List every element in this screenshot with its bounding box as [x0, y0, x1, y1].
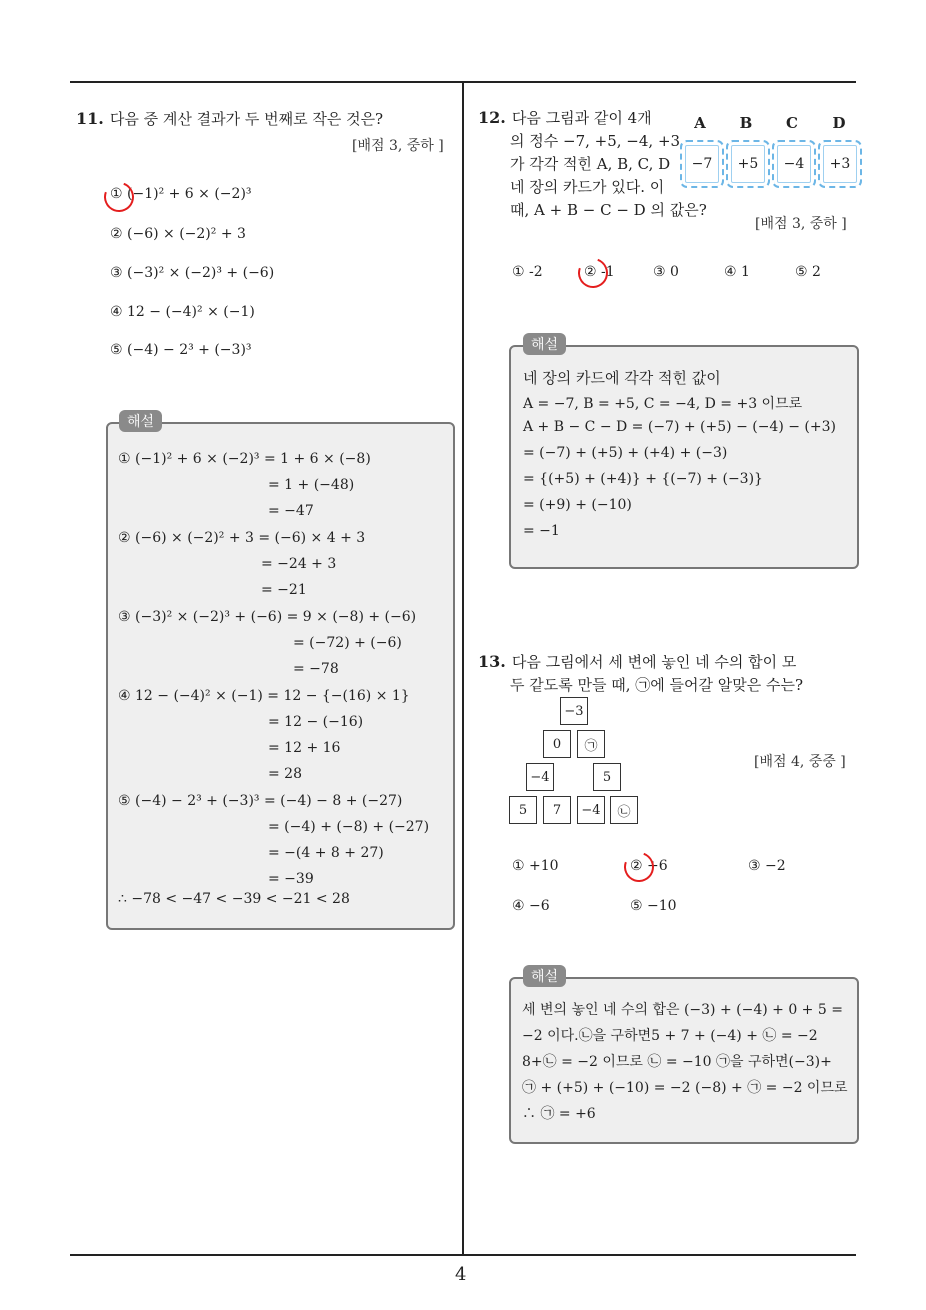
q13-meta: [배점 4, 중중 ] — [754, 754, 846, 770]
card-label-a: A — [694, 114, 706, 132]
q11-option-2[interactable]: ② (−6) × (−2)² + 3 — [110, 226, 246, 242]
q12-sol-line: 네 장의 카드에 각각 적힌 값이 — [523, 369, 721, 387]
q12-option-5[interactable]: ⑤ 2 — [795, 264, 821, 280]
q11-sol-line: ⑤ (−4) − 2³ + (−3)³ = (−4) − 8 + (−27) — [118, 793, 403, 809]
page-number: 4 — [455, 1264, 467, 1285]
q11-sol-line: ④ 12 − (−4)² × (−1) = 12 − {−(16) × 1} — [118, 688, 410, 704]
q12-question-line: 다음 그림과 같이 4개 — [511, 109, 652, 127]
q12-answer-mark — [573, 253, 613, 293]
q11-question: 다음 중 계산 결과가 두 번째로 작은 것은? — [109, 110, 384, 128]
q12-question-line: 가 각각 적힌 A, B, C, D — [510, 155, 671, 173]
triangle-left-3: −4 — [526, 763, 554, 791]
q12-sol-line: = (+9) + (−10) — [523, 497, 632, 513]
q11-sol-line: = −(4 + 8 + 27) — [268, 845, 384, 861]
triangle-bottom-4: ㉡ — [610, 796, 638, 824]
q11-number: 11. — [76, 109, 104, 128]
q12-number: 12. — [478, 108, 506, 127]
q11-option-4[interactable]: ④ 12 − (−4)² × (−1) — [110, 304, 255, 320]
q13-option-1[interactable]: ① +10 — [512, 858, 559, 874]
q11-sol-line: ③ (−3)² × (−2)³ + (−6) = 9 × (−8) + (−6) — [118, 609, 417, 625]
q11-sol-line: = −47 — [268, 503, 314, 519]
triangle-left-2: 0 — [543, 730, 571, 758]
q11-title — [76, 108, 383, 130]
triangle-bottom-1: 5 — [509, 796, 537, 824]
q11-sol-line: ① (−1)² + 6 × (−2)³ = 1 + 6 × (−8) — [118, 451, 371, 467]
q11-option-3[interactable]: ③ (−3)² × (−2)³ + (−6) — [110, 265, 275, 281]
q12-sol-line: = (−7) + (+5) + (+4) + (−3) — [523, 445, 728, 461]
q13-option-2[interactable]: ② +6 — [630, 858, 668, 874]
card-d: +3 — [818, 140, 862, 188]
q13-sol-line: ㉠ + (+5) + (−10) = −2 (−8) + ㉠ = −2 이므로 — [522, 1080, 848, 1096]
q11-option-5[interactable]: ⑤ (−4) − 2³ + (−3)³ — [110, 342, 252, 358]
q12-sol-line: A = −7, B = +5, C = −4, D = +3 이므로 — [523, 396, 803, 412]
q13-answer-mark — [619, 847, 659, 887]
q13-question-line: 다음 그림에서 세 변에 놓인 네 수의 합이 모 — [511, 653, 797, 671]
q11-sol-line: = −78 — [293, 661, 339, 677]
q12-solution-tag: 해설 — [523, 333, 566, 355]
card-b: +5 — [726, 140, 770, 188]
q12-sol-line: = {(+5) + (+4)} + {(−7) + (−3)} — [523, 471, 763, 487]
q13-option-3[interactable]: ③ −2 — [748, 858, 786, 874]
q12-question-line: 때, A + B − C − D 의 값은? — [510, 201, 707, 219]
q12-meta: [배점 3, 중하 ] — [755, 216, 847, 232]
q11-solution-tag: 해설 — [119, 410, 162, 432]
card-label-c: C — [786, 114, 798, 132]
triangle-bottom-3: −4 — [577, 796, 605, 824]
q11-sol-line: = −21 — [261, 582, 307, 598]
triangle-top: −3 — [560, 697, 588, 725]
q13-sol-line: ∴ ㉠ = +6 — [522, 1106, 596, 1122]
triangle-right-2: ㉠ — [577, 730, 605, 758]
q13-number: 13. — [478, 652, 506, 671]
q13-sol-line: −2 이다.㉡을 구하면5 + 7 + (−4) + ㉡ = −2 — [522, 1028, 818, 1044]
q11-sol-line: = 28 — [268, 766, 302, 782]
q13-question-line: 두 같도록 만들 때, ㉠에 들어갈 알맞은 수는? — [510, 676, 804, 694]
card-a: −7 — [680, 140, 724, 188]
q11-sol-line: = 12 + 16 — [268, 740, 341, 756]
q12-question-block — [478, 106, 707, 222]
q12-option-4[interactable]: ④ 1 — [724, 264, 750, 280]
q11-sol-line: = 12 − (−16) — [268, 714, 364, 730]
q11-sol-line: = (−4) + (−8) + (−27) — [268, 819, 430, 835]
triangle-right-3: 5 — [593, 763, 621, 791]
q12-option-1[interactable]: ① -2 — [512, 264, 543, 280]
q13-solution-tag: 해설 — [523, 965, 566, 987]
q12-question-line: 네 장의 카드가 있다. 이 — [510, 178, 665, 196]
triangle-bottom-2: 7 — [543, 796, 571, 824]
q11-sol-line: = −39 — [268, 871, 314, 887]
q11-sol-line: ② (−6) × (−2)² + 3 = (−6) × 4 + 3 — [118, 530, 366, 546]
q13-option-5[interactable]: ⑤ −10 — [630, 898, 677, 914]
q11-sol-line: = 1 + (−48) — [268, 477, 355, 493]
q11-sol-line: = (−72) + (−6) — [293, 635, 402, 651]
q13-question-block — [478, 650, 858, 697]
q12-question-line: 의 정수 −7, +5, −4, +3 — [510, 132, 681, 150]
q12-sol-line: = −1 — [523, 523, 560, 539]
q12-option-2[interactable]: ② -1 — [584, 264, 615, 280]
q13-sol-line: 8+㉡ = −2 이므로 ㉡ = −10 ㉠을 구하면(−3)+ — [522, 1054, 832, 1070]
q11-option-1[interactable]: ① (−1)² + 6 × (−2)³ — [110, 186, 252, 202]
card-label-b: B — [739, 114, 753, 132]
q13-sol-line: 세 변의 놓인 네 수의 합은 (−3) + (−4) + 0 + 5 = — [522, 1002, 843, 1018]
q11-answer-mark — [99, 177, 139, 217]
q13-option-4[interactable]: ④ −6 — [512, 898, 550, 914]
q11-sol-line: = −24 + 3 — [261, 556, 337, 572]
card-label-d: D — [832, 114, 846, 132]
q11-sol-conclusion: ∴ −78 < −47 < −39 < −21 < 28 — [118, 891, 350, 907]
q12-sol-line: A + B − C − D = (−7) + (+5) − (−4) − (+3) — [523, 419, 836, 435]
card-c: −4 — [772, 140, 816, 188]
q11-meta: [배점 3, 중하 ] — [352, 138, 444, 154]
q12-option-3[interactable]: ③ 0 — [653, 264, 679, 280]
column-divider — [462, 81, 464, 1256]
